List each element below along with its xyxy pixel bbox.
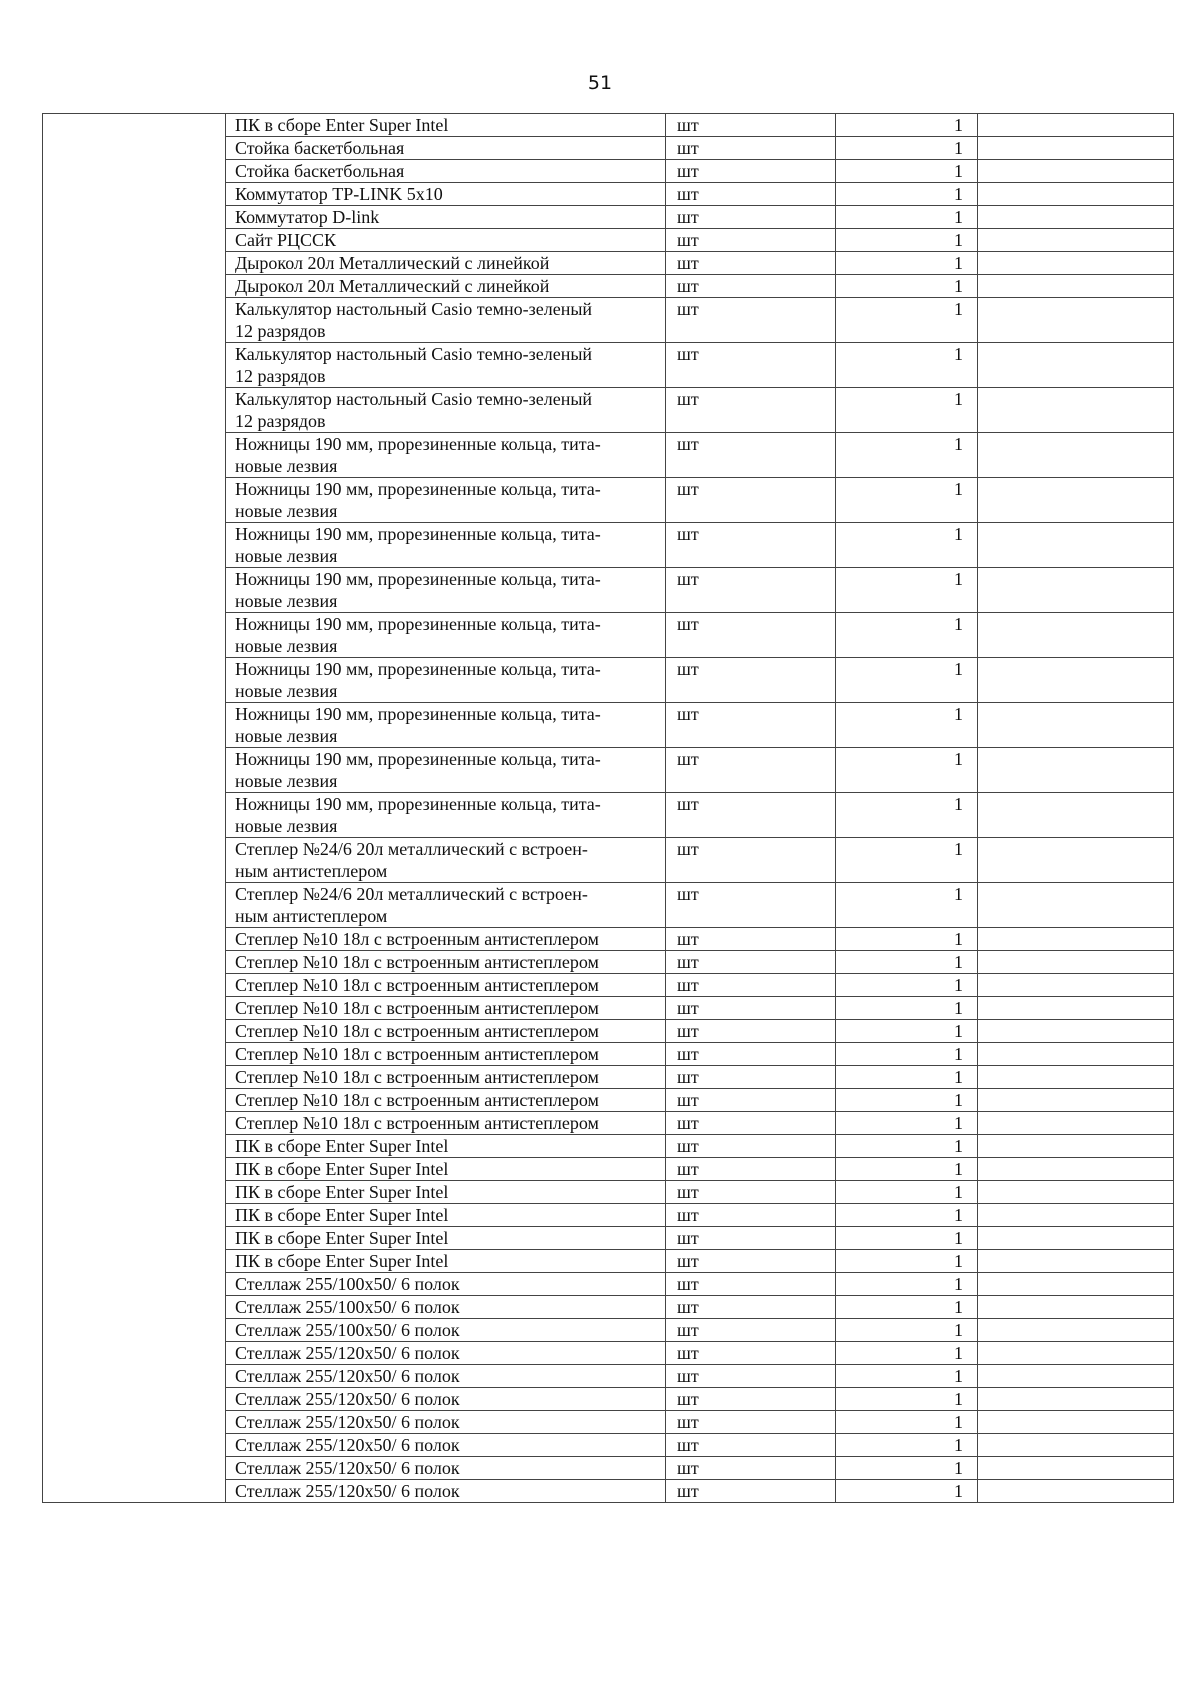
item-note-cell xyxy=(978,1020,1174,1043)
item-name-line: 12 разрядов xyxy=(235,366,326,386)
item-name-cell xyxy=(226,523,666,568)
item-name-cell xyxy=(226,160,666,183)
item-name-cell xyxy=(226,137,666,160)
item-unit-cell: шт xyxy=(666,748,836,793)
item-unit-cell: шт xyxy=(666,1365,836,1388)
item-unit-cell: шт xyxy=(666,1089,836,1112)
item-name-cell xyxy=(226,883,666,928)
item-unit-cell: шт xyxy=(666,793,836,838)
item-quantity-cell: 1 xyxy=(836,1388,978,1411)
item-quantity-cell: 1 xyxy=(836,114,978,137)
item-name-line: новые лезвия xyxy=(235,456,338,476)
item-unit-cell: шт xyxy=(666,1066,836,1089)
item-name-line: Степлер №10 18л с встроенным антистеплером xyxy=(235,975,599,995)
item-quantity-cell: 1 xyxy=(836,951,978,974)
item-name-cell xyxy=(226,1480,666,1503)
item-note-cell xyxy=(978,160,1174,183)
item-note-cell xyxy=(978,928,1174,951)
item-quantity-cell: 1 xyxy=(836,433,978,478)
item-name-line: Стеллаж 255/120x50/ 6 полок xyxy=(235,1366,460,1386)
item-name-cell xyxy=(226,478,666,523)
item-name-line: Сайт РЦССК xyxy=(235,230,337,250)
item-name-cell xyxy=(226,928,666,951)
item-quantity-cell: 1 xyxy=(836,1135,978,1158)
item-note-cell xyxy=(978,1089,1174,1112)
item-quantity-cell: 1 xyxy=(836,183,978,206)
item-name-line: Стеллаж 255/120x50/ 6 полок xyxy=(235,1412,460,1432)
item-name-line: ПК в сборе Enter Super Intel xyxy=(235,1251,449,1271)
item-name-line: Дырокол 20л Металлический с линейкой xyxy=(235,253,550,273)
item-unit-cell: шт xyxy=(666,928,836,951)
item-name-line: ПК в сборе Enter Super Intel xyxy=(235,115,449,135)
item-quantity-cell: 1 xyxy=(836,275,978,298)
item-note-cell xyxy=(978,997,1174,1020)
item-quantity-cell: 1 xyxy=(836,883,978,928)
item-note-cell xyxy=(978,1319,1174,1342)
item-name-cell xyxy=(226,658,666,703)
item-name-line: 12 разрядов xyxy=(235,321,326,341)
item-name-cell xyxy=(226,388,666,433)
item-unit-cell: шт xyxy=(666,298,836,343)
item-unit-cell: шт xyxy=(666,568,836,613)
item-name-cell xyxy=(226,951,666,974)
item-note-cell xyxy=(978,1250,1174,1273)
item-name-cell xyxy=(226,1296,666,1319)
item-name-line: Степлер №10 18л с встроенным антистеплером xyxy=(235,1067,599,1087)
item-quantity-cell: 1 xyxy=(836,478,978,523)
item-unit-cell: шт xyxy=(666,658,836,703)
item-name-cell xyxy=(226,229,666,252)
item-quantity-cell: 1 xyxy=(836,523,978,568)
item-unit-cell: шт xyxy=(666,523,836,568)
item-note-cell xyxy=(978,1066,1174,1089)
item-unit-cell: шт xyxy=(666,951,836,974)
item-quantity-cell: 1 xyxy=(836,1181,978,1204)
item-unit-cell: шт xyxy=(666,1227,836,1250)
item-name-line: Коммутатор TP-LINK 5x10 xyxy=(235,184,443,204)
item-quantity-cell: 1 xyxy=(836,838,978,883)
item-unit-cell: шт xyxy=(666,478,836,523)
table-row xyxy=(43,114,1174,137)
item-note-cell xyxy=(978,838,1174,883)
item-unit-cell: шт xyxy=(666,1112,836,1135)
item-unit-cell: шт xyxy=(666,229,836,252)
item-quantity-cell: 1 xyxy=(836,1089,978,1112)
item-name-line: Ножницы 190 мм, прорезиненные кольца, тита- xyxy=(235,659,601,679)
item-quantity-cell: 1 xyxy=(836,1319,978,1342)
item-note-cell xyxy=(978,114,1174,137)
item-unit-cell: шт xyxy=(666,883,836,928)
item-unit-cell: шт xyxy=(666,703,836,748)
item-quantity-cell: 1 xyxy=(836,748,978,793)
item-name-cell xyxy=(226,1158,666,1181)
item-note-cell xyxy=(978,1342,1174,1365)
item-name-line: ПК в сборе Enter Super Intel xyxy=(235,1159,449,1179)
item-unit-cell: шт xyxy=(666,974,836,997)
item-name-line: Степлер №10 18л с встроенным антистеплером xyxy=(235,929,599,949)
item-name-cell xyxy=(226,1342,666,1365)
item-name-cell xyxy=(226,183,666,206)
item-name-cell xyxy=(226,1043,666,1066)
item-quantity-cell: 1 xyxy=(836,1342,978,1365)
item-note-cell xyxy=(978,137,1174,160)
item-unit-cell: шт xyxy=(666,1411,836,1434)
item-quantity-cell: 1 xyxy=(836,1273,978,1296)
item-name-line: 12 разрядов xyxy=(235,411,326,431)
item-name-line: Стеллаж 255/120x50/ 6 полок xyxy=(235,1435,460,1455)
item-unit-cell: шт xyxy=(666,1043,836,1066)
item-quantity-cell: 1 xyxy=(836,1204,978,1227)
item-note-cell xyxy=(978,1227,1174,1250)
item-quantity-cell: 1 xyxy=(836,1020,978,1043)
item-name-line: Ножницы 190 мм, прорезиненные кольца, тита- xyxy=(235,479,601,499)
item-name-cell xyxy=(226,1319,666,1342)
item-note-cell xyxy=(978,1365,1174,1388)
item-quantity-cell: 1 xyxy=(836,1365,978,1388)
item-name-cell xyxy=(226,974,666,997)
item-note-cell xyxy=(978,343,1174,388)
item-name-line: ным антистеплером xyxy=(235,861,388,881)
item-name-line: Стойка баскетбольная xyxy=(235,161,405,181)
item-note-cell xyxy=(978,1457,1174,1480)
inventory-table xyxy=(42,113,1174,1503)
item-unit-cell: шт xyxy=(666,433,836,478)
item-quantity-cell: 1 xyxy=(836,1158,978,1181)
item-name-line: Стеллаж 255/120x50/ 6 полок xyxy=(235,1458,460,1478)
item-name-line: Стойка баскетбольная xyxy=(235,138,405,158)
item-unit-cell: шт xyxy=(666,160,836,183)
item-note-cell xyxy=(978,1112,1174,1135)
item-unit-cell: шт xyxy=(666,997,836,1020)
item-name-line: Ножницы 190 мм, прорезиненные кольца, тита- xyxy=(235,749,601,769)
item-name-cell xyxy=(226,275,666,298)
item-name-line: Калькулятор настольный Casio темно-зеленый xyxy=(235,389,593,409)
item-quantity-cell: 1 xyxy=(836,298,978,343)
item-quantity-cell: 1 xyxy=(836,229,978,252)
item-quantity-cell: 1 xyxy=(836,1480,978,1503)
item-note-cell xyxy=(978,275,1174,298)
item-unit-cell: шт xyxy=(666,275,836,298)
item-quantity-cell: 1 xyxy=(836,974,978,997)
item-note-cell xyxy=(978,252,1174,275)
item-unit-cell: шт xyxy=(666,1319,836,1342)
item-unit-cell: шт xyxy=(666,252,836,275)
item-name-line: Степлер №10 18л с встроенным антистеплером xyxy=(235,1044,599,1064)
item-note-cell xyxy=(978,1135,1174,1158)
item-unit-cell: шт xyxy=(666,114,836,137)
item-unit-cell: шт xyxy=(666,183,836,206)
item-name-line: Стеллаж 255/120x50/ 6 полок xyxy=(235,1389,460,1409)
item-name-cell xyxy=(226,1020,666,1043)
item-unit-cell: шт xyxy=(666,1457,836,1480)
item-name-line: новые лезвия xyxy=(235,501,338,521)
item-unit-cell: шт xyxy=(666,1135,836,1158)
item-quantity-cell: 1 xyxy=(836,793,978,838)
item-name-line: новые лезвия xyxy=(235,546,338,566)
item-name-cell xyxy=(226,748,666,793)
item-quantity-cell: 1 xyxy=(836,1227,978,1250)
item-name-line: Стеллаж 255/100x50/ 6 полок xyxy=(235,1320,460,1340)
item-quantity-cell: 1 xyxy=(836,388,978,433)
item-note-cell xyxy=(978,433,1174,478)
item-note-cell xyxy=(978,388,1174,433)
item-note-cell xyxy=(978,1388,1174,1411)
item-name-line: Стеллаж 255/100x50/ 6 полок xyxy=(235,1297,460,1317)
item-quantity-cell: 1 xyxy=(836,137,978,160)
item-name-line: новые лезвия xyxy=(235,681,338,701)
item-unit-cell: шт xyxy=(666,1480,836,1503)
item-unit-cell: шт xyxy=(666,838,836,883)
item-name-line: новые лезвия xyxy=(235,816,338,836)
item-unit-cell: шт xyxy=(666,137,836,160)
item-note-cell xyxy=(978,658,1174,703)
item-name-line: Степлер №24/6 20л металлический с встроен- xyxy=(235,884,588,904)
item-name-line: Степлер №10 18л с встроенным антистеплером xyxy=(235,1021,599,1041)
item-name-line: ным антистеплером xyxy=(235,906,388,926)
item-quantity-cell: 1 xyxy=(836,160,978,183)
item-unit-cell: шт xyxy=(666,1434,836,1457)
item-note-cell xyxy=(978,1411,1174,1434)
item-unit-cell: шт xyxy=(666,1181,836,1204)
item-note-cell xyxy=(978,1043,1174,1066)
item-quantity-cell: 1 xyxy=(836,928,978,951)
item-name-line: Степлер №10 18л с встроенным антистеплером xyxy=(235,952,599,972)
item-name-line: Ножницы 190 мм, прорезиненные кольца, тита- xyxy=(235,569,601,589)
item-unit-cell: шт xyxy=(666,1250,836,1273)
item-name-line: Степлер №10 18л с встроенным антистеплером xyxy=(235,1113,599,1133)
item-name-cell xyxy=(226,997,666,1020)
item-name-line: Дырокол 20л Металлический с линейкой xyxy=(235,276,550,296)
item-name-line: Калькулятор настольный Casio темно-зеленый xyxy=(235,299,593,319)
item-quantity-cell: 1 xyxy=(836,568,978,613)
item-unit-cell: шт xyxy=(666,206,836,229)
item-name-cell xyxy=(226,568,666,613)
item-name-line: ПК в сборе Enter Super Intel xyxy=(235,1182,449,1202)
item-quantity-cell: 1 xyxy=(836,1043,978,1066)
item-name-cell xyxy=(226,252,666,275)
item-name-cell xyxy=(226,1273,666,1296)
item-note-cell xyxy=(978,206,1174,229)
item-note-cell xyxy=(978,1181,1174,1204)
item-unit-cell: шт xyxy=(666,388,836,433)
item-note-cell xyxy=(978,793,1174,838)
item-quantity-cell: 1 xyxy=(836,1066,978,1089)
page-number: 51 xyxy=(587,72,613,94)
item-note-cell xyxy=(978,1158,1174,1181)
item-name-cell xyxy=(226,1250,666,1273)
item-name-cell xyxy=(226,1204,666,1227)
item-name-line: ПК в сборе Enter Super Intel xyxy=(235,1136,449,1156)
item-name-cell xyxy=(226,793,666,838)
item-name-line: Ножницы 190 мм, прорезиненные кольца, тита- xyxy=(235,434,601,454)
item-name-line: Стеллаж 255/120x50/ 6 полок xyxy=(235,1343,460,1363)
item-name-cell xyxy=(226,1457,666,1480)
item-note-cell xyxy=(978,748,1174,793)
item-name-line: новые лезвия xyxy=(235,726,338,746)
item-note-cell xyxy=(978,951,1174,974)
item-unit-cell: шт xyxy=(666,1342,836,1365)
item-note-cell xyxy=(978,298,1174,343)
item-name-cell xyxy=(226,613,666,658)
item-note-cell xyxy=(978,1204,1174,1227)
item-name-cell xyxy=(226,1388,666,1411)
inventory-table-body xyxy=(43,114,1174,1503)
item-name-line: новые лезвия xyxy=(235,771,338,791)
item-name-cell xyxy=(226,114,666,137)
item-note-cell xyxy=(978,1480,1174,1503)
item-quantity-cell: 1 xyxy=(836,1411,978,1434)
item-note-cell xyxy=(978,1273,1174,1296)
item-name-cell xyxy=(226,1227,666,1250)
item-quantity-cell: 1 xyxy=(836,997,978,1020)
item-name-cell xyxy=(226,703,666,748)
item-name-line: Ножницы 190 мм, прорезиненные кольца, тита- xyxy=(235,704,601,724)
item-name-line: новые лезвия xyxy=(235,636,338,656)
item-quantity-cell: 1 xyxy=(836,252,978,275)
item-quantity-cell: 1 xyxy=(836,1296,978,1319)
item-note-cell xyxy=(978,523,1174,568)
item-name-cell xyxy=(226,343,666,388)
item-name-line: новые лезвия xyxy=(235,591,338,611)
item-unit-cell: шт xyxy=(666,1020,836,1043)
item-name-cell xyxy=(226,1135,666,1158)
item-note-cell xyxy=(978,703,1174,748)
item-name-line: Степлер №10 18л с встроенным антистеплером xyxy=(235,1090,599,1110)
item-name-cell xyxy=(226,1434,666,1457)
item-name-line: Степлер №10 18л с встроенным антистеплером xyxy=(235,998,599,1018)
item-note-cell xyxy=(978,883,1174,928)
item-note-cell xyxy=(978,183,1174,206)
item-name-line: Ножницы 190 мм, прорезиненные кольца, тита- xyxy=(235,794,601,814)
item-name-cell xyxy=(226,1066,666,1089)
item-unit-cell: шт xyxy=(666,1204,836,1227)
item-unit-cell: шт xyxy=(666,1296,836,1319)
group-cell xyxy=(43,114,226,1503)
item-note-cell xyxy=(978,613,1174,658)
item-name-line: ПК в сборе Enter Super Intel xyxy=(235,1205,449,1225)
item-name-cell xyxy=(226,433,666,478)
item-unit-cell: шт xyxy=(666,1388,836,1411)
item-name-line: Калькулятор настольный Casio темно-зеленый xyxy=(235,344,593,364)
item-quantity-cell: 1 xyxy=(836,1434,978,1457)
item-name-cell xyxy=(226,1112,666,1135)
item-note-cell xyxy=(978,974,1174,997)
item-unit-cell: шт xyxy=(666,1273,836,1296)
item-quantity-cell: 1 xyxy=(836,343,978,388)
item-quantity-cell: 1 xyxy=(836,1112,978,1135)
item-note-cell xyxy=(978,1296,1174,1319)
item-name-line: Ножницы 190 мм, прорезиненные кольца, тита- xyxy=(235,524,601,544)
item-name-line: Степлер №24/6 20л металлический с встроен- xyxy=(235,839,588,859)
item-note-cell xyxy=(978,1434,1174,1457)
item-quantity-cell: 1 xyxy=(836,1250,978,1273)
item-note-cell xyxy=(978,229,1174,252)
item-name-cell xyxy=(226,1181,666,1204)
item-name-line: Коммутатор D-link xyxy=(235,207,380,227)
item-name-cell xyxy=(226,1089,666,1112)
item-quantity-cell: 1 xyxy=(836,613,978,658)
item-quantity-cell: 1 xyxy=(836,1457,978,1480)
item-name-cell xyxy=(226,1365,666,1388)
item-name-line: ПК в сборе Enter Super Intel xyxy=(235,1228,449,1248)
item-quantity-cell: 1 xyxy=(836,703,978,748)
item-unit-cell: шт xyxy=(666,1158,836,1181)
item-quantity-cell: 1 xyxy=(836,206,978,229)
item-name-line: Ножницы 190 мм, прорезиненные кольца, тита- xyxy=(235,614,601,634)
item-name-cell xyxy=(226,206,666,229)
item-note-cell xyxy=(978,478,1174,523)
item-name-cell xyxy=(226,838,666,883)
item-note-cell xyxy=(978,568,1174,613)
item-name-cell xyxy=(226,1411,666,1434)
item-unit-cell: шт xyxy=(666,343,836,388)
item-name-line: Стеллаж 255/120x50/ 6 полок xyxy=(235,1481,460,1501)
item-quantity-cell: 1 xyxy=(836,658,978,703)
item-name-line: Стеллаж 255/100x50/ 6 полок xyxy=(235,1274,460,1294)
item-name-cell xyxy=(226,298,666,343)
item-unit-cell: шт xyxy=(666,613,836,658)
